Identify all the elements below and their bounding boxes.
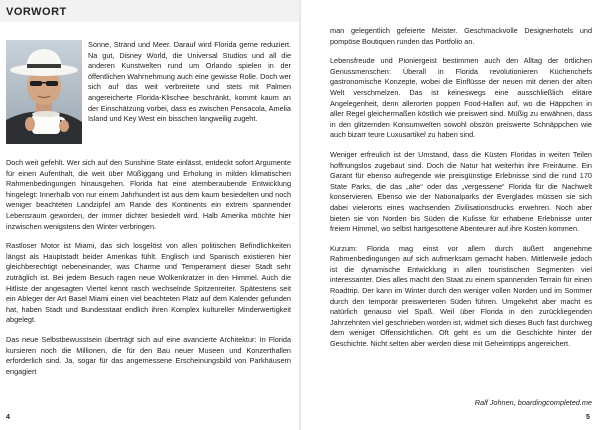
page-number-right: 5 — [586, 414, 590, 421]
author-photo — [6, 40, 82, 144]
left-body — [6, 158, 291, 386]
body-paragraph: Rastloser Motor ist Miami, das sich losgelöst von allen politischen Befindlichkeiten längst als Hauptstadt beider Amerikas fühlt. Englisch und Spanisch existieren hier gleichberechtigt nebeneinander, was Charme und Temperament dieser Stadt sehr zuträglich ist. Bei jedem Besuch ragen neue Wolkenkratzer in den Himmel. Auch die Hitliste der angesagten Viertel kennt rasch wechselnde Spitzenreiter. Spätestens seit ein Ableger der Art Basel Miami einen viel beachteten Platz auf dem Kalender gefunden hat, haben Stadt und Bundesstaat endlich ihren Komplex kultureller Minderwertigkeit abgelegt. — [6, 241, 291, 325]
right-body — [330, 26, 592, 359]
intro-paragraph: Sonne, Strand und Meer. Darauf wird Florida gerne reduziert. Na gut, Disney World, die Universal Studios und all die anderen Kunstwelten rund um Orlando spielen in der öffentlichen Wahrnehmung auch eine gewisse Rolle. Doch wer sich auf das weit verbreitete und stets mit Palmen angereicherte Florida-Klischee beschränkt, kommt kaum an der Einschätzung vorbei, dass es zwischen Pensacola, Amelia Island und Key West ein bisschen langweilig zugeht. — [88, 40, 291, 124]
body-paragraph: man gelegentlich gefeierte Meister. Geschmackvolle Designerhotels und pompöse Boutiquen runden das Portfolio an. — [330, 26, 592, 46]
body-paragraph: Weniger erfreulich ist der Umstand, dass die Küsten Floridas in weiten Teilen hoffnungslos zugebaut sind. Doch die Natur hat weiterhin ihre Freiräume. Ein Garant für ebenso aufregende wie preisgünstige Erlebnisse sind die rund 170 State Parks, die das „alte“ oder das „vergessene“ Florida für die Nachwelt konservieren. Ebenso wie der Nationalparks der Everglades müssen sie sich dabei vielerorts eines wachsenden Zivilisationsdrucks erwehren. Noch aber bieten sie von Norden bis Süden die Kulisse für erhabene Erlebnisse unter freiem Himmel, wo selbst hartgesottene Abenteurer auf ihre Kosten kommen. — [330, 149, 592, 234]
chapter-heading: VORWORT — [6, 6, 67, 18]
heading-band — [0, 0, 299, 22]
body-paragraph: Kurzum: Florida mag einst vor allem durch äußert angenehme Rahmenbedingungen auf sich aufmerksam gemacht haben. Mittlerweile jedoch ist die dynamische Entwicklung in allen touristischen Segmenten viel interessanter. Dies alles macht den Staat zu einem spannenden Terrain für einen Roadtrip. Der kann im Winter durch den weniger vollen Norden und im Sommer durch den temporär preiswerteren Süden führen. Umgekehrt aber macht es natürlich genauso viel Spaß. Weil über Florida in den zurückliegenden Jahrzehnten viel geschrieben worden ist, widmet sich dieses Buch fast durchweg dem weniger Offensichtlichen. Oft geht es um die Geschichte hinter der Geschichte. Nicht selten aber werden diese mit Geheimtipps angereichert. — [330, 243, 592, 349]
left-page — [0, 0, 299, 430]
body-paragraph: Das neue Selbstbewusstsein überträgt sich auf eine avancierte Architektur: In Florida kursieren noch die Millionen, die für den Bau neuer Museen und Konzerthallen erforderlich sind. Ja, sogar für das angemessene Erscheinungsbild von Parkhäusern engagiert — [6, 334, 291, 376]
author-signature: Ralf Johnen, boardingcompleted.me — [474, 398, 592, 407]
body-paragraph: Lebensfreude und Pioniergeist bestimmen auch den Alltag der örtlichen Genussmenschen: Überall in Florida revolutionieren Küchenchefs gastronomische Konzepte, wobei die Einflüsse der neuen mit denen der alten Welt verschmelzen. Das ist keineswegs eine ausschließlich elitäre Angelegenheit, denn allerorten poppen Food-Hallen auf, wo die Häppchen in aller Regel gleichermaßen köstlich wie preiswert sind. Müßig zu erwähnen, dass in den glitzernden Konsumwelten sowohl obszön preiswerte Schnäppchen wie auch bizarr teure Luxusartikel zu haben sind. — [330, 56, 592, 140]
body-paragraph: Doch weit gefehlt. Wer sich auf den Sunshine State einlässt, entdeckt sofort Argumente für einen Aufenthalt, die weit über Müßiggang und Erholung in milden klimatischen Rahmenbedingungen hinausgehen. Florida hat eine atemberaubende Entwicklung hingelegt: Innerhalb von nur einem Jahrhundert ist aus dem kaum besiedelten und noch weniger beachteten Landzipfel am Rande des Kontinents ein extrem spannender Lebensraum geworden, der immer dichter besiedelt wird. Halb Amerika möchte hier inzwischen wenigstens den Winter verbringen. — [6, 158, 291, 231]
page-number-left: 4 — [6, 414, 10, 421]
